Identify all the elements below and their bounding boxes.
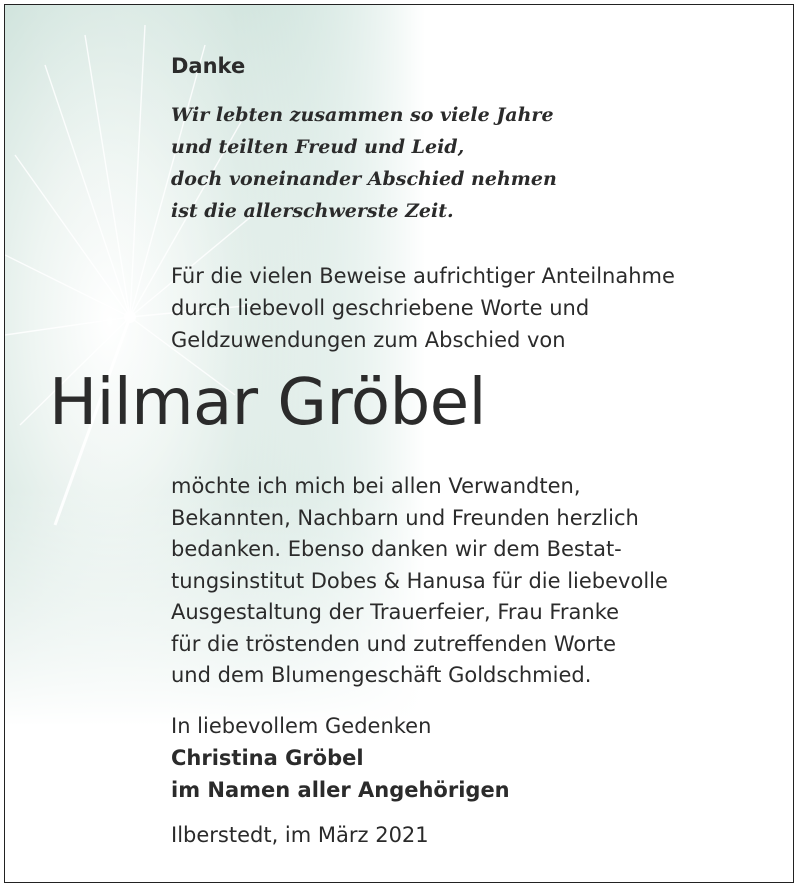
body-line: tungsinstitut Dobes & Hanusa für die liebevolle — [171, 568, 668, 593]
body-line: Bekannten, Nachbarn und Freunden herzlich — [171, 505, 639, 530]
heading-danke: Danke — [171, 54, 246, 78]
poem-line: und teilten Freud und Leid, — [171, 136, 465, 158]
intro-line: Geldzuwendungen zum Abschied von — [171, 328, 566, 352]
body-line: Ausgestaltung der Trauerfeier, Frau Franke — [171, 600, 620, 624]
closing-signature — [171, 710, 510, 806]
intro-line: durch liebevoll geschriebene Worte und — [171, 296, 590, 320]
body-line: für die tröstenden und zutreffenden Worte — [171, 631, 617, 656]
body-line: und dem Blumengeschäft Goldschmied. — [171, 663, 592, 687]
signer-name: Christina Gröbel — [171, 746, 364, 770]
poem-verse — [171, 99, 557, 227]
intro-line: Für die vielen Beweise aufrichtiger Anteilnahme — [171, 264, 675, 288]
poem-line: Wir lebten zusammen so viele Jahre — [171, 104, 554, 126]
intro-paragraph — [171, 260, 675, 356]
deceased-name: Hilmar Gröbel — [49, 366, 486, 440]
thanks-paragraph — [171, 471, 668, 692]
poem-line: ist die allerschwerste Zeit. — [171, 200, 454, 222]
body-line: möchte ich mich bei allen Verwandten, — [171, 474, 581, 498]
closing-line: In liebevollem Gedenken — [171, 714, 432, 738]
body-line: bedanken. Ebenso danken wir dem Bestat- — [171, 537, 622, 561]
place-date: Ilberstedt, im März 2021 — [171, 823, 429, 847]
obituary-card — [4, 4, 794, 883]
poem-line: doch voneinander Abschied nehmen — [171, 168, 557, 190]
signer-relation: im Namen aller Angehörigen — [171, 778, 510, 802]
